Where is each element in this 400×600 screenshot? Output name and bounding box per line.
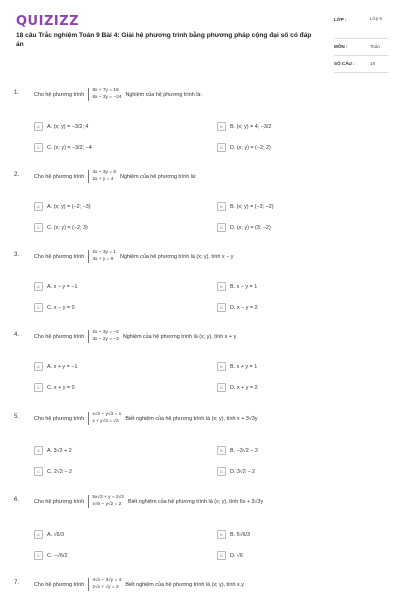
meta-row-grade <box>334 14 388 39</box>
option-text: D. x − y = 2 <box>230 304 258 311</box>
option-b[interactable] <box>217 122 271 131</box>
question-lead: Cho hệ phương trình <box>34 173 85 180</box>
equation-system <box>88 250 116 263</box>
question-stem <box>34 250 233 263</box>
question-lead: Cho hệ phương trình <box>34 91 85 98</box>
option-text: D. 3√2 − 2 <box>230 468 255 475</box>
option-b[interactable] <box>217 362 257 371</box>
option-b[interactable] <box>217 202 274 211</box>
option-text: B. x + y = 1 <box>230 363 258 370</box>
option-marker: D <box>217 303 226 312</box>
meta-row-count <box>334 56 388 73</box>
option-c[interactable] <box>34 223 88 232</box>
option-text: C. 2√2 − 2 <box>47 468 72 475</box>
option-text: A. √6/3 <box>47 531 65 538</box>
option-text: B. x − y = 1 <box>230 283 258 290</box>
option-text: D. x + y = 2 <box>230 384 258 391</box>
equation-system <box>88 578 121 591</box>
option-text: A. x + y = −1 <box>47 363 78 370</box>
equation-2: 2√x + √y = 2 <box>92 584 119 590</box>
question-number: 2. <box>14 172 20 178</box>
question-prompt: Biết nghiệm của hệ phương trình là (x; y), tính x.y <box>125 581 244 588</box>
question-prompt: Nghiệm của hệ phương trình là (x; y), tính x + y <box>122 333 237 340</box>
option-d[interactable] <box>217 143 271 152</box>
option-b[interactable] <box>217 530 250 539</box>
equation-system <box>88 330 119 343</box>
meta-row-subject <box>334 39 388 56</box>
option-a[interactable] <box>34 530 64 539</box>
option-b[interactable] <box>217 282 257 291</box>
option-marker: D <box>217 467 226 476</box>
option-text: B. (x; y) = (−3; −2) <box>230 203 274 210</box>
option-marker: B <box>217 122 226 131</box>
option-b[interactable] <box>217 446 258 455</box>
question-number: 3. <box>14 252 20 258</box>
option-marker: B <box>217 446 226 455</box>
quizizz-logo: QUIZIZZ <box>16 14 80 29</box>
option-text: C. x − y = 0 <box>47 304 75 311</box>
option-marker: D <box>217 143 226 152</box>
equation-2: 3x − 2y = −3 <box>92 336 119 342</box>
question-lead: Cho hệ phương trình <box>34 581 85 588</box>
question-number: 6. <box>14 497 20 503</box>
option-text: A. 3√2 + 2 <box>47 447 72 454</box>
question-number: 5. <box>14 414 20 420</box>
equation-1: 5x√3 + y = 2√2 <box>92 495 124 500</box>
option-text: B. (x; y) = 4; −3/2 <box>230 123 272 130</box>
option-c[interactable] <box>34 303 75 312</box>
equation-1: x√2 − y√3 = 1 <box>92 412 122 417</box>
equation-system <box>88 412 121 425</box>
option-marker: B <box>217 530 226 539</box>
question-lead: Cho hệ phương trình <box>34 333 85 340</box>
option-c[interactable] <box>34 551 68 560</box>
count-value: 18 <box>370 61 376 66</box>
question-number: 4. <box>14 332 20 338</box>
equation-1: 2x − 3y = 1 <box>92 250 117 255</box>
equation-system <box>88 495 124 508</box>
option-marker: C <box>34 551 43 560</box>
equation-2: 2x + y = 4 <box>92 176 114 182</box>
option-c[interactable] <box>34 383 75 392</box>
question-prompt: Biết nghiệm của hệ phương trình là (x; y), tính x + 3√3y <box>125 415 258 422</box>
option-d[interactable] <box>217 383 258 392</box>
equation-2: 4x + y = 9 <box>92 256 114 262</box>
equation-1: 4x + 3y = 6 <box>92 170 117 175</box>
option-text: D. √6 <box>230 552 243 559</box>
option-d[interactable] <box>217 303 258 312</box>
option-marker: C <box>34 467 43 476</box>
equation-1: 8x + 7y = 16 <box>92 88 119 93</box>
option-marker: A <box>34 282 43 291</box>
question-number: 7. <box>14 580 20 586</box>
subject-label: MÔN : <box>334 44 348 49</box>
option-text: C. (x; y) = −3/2; −4 <box>47 144 92 151</box>
option-text: C. −√6/2 <box>47 552 68 559</box>
option-marker: A <box>34 362 43 371</box>
option-text: A. (x; y) = (−2; −3) <box>47 203 91 210</box>
equation-system <box>88 170 116 183</box>
question-number: 1. <box>14 90 20 96</box>
equation-2: x√6 − y√2 = 2 <box>92 501 122 507</box>
equation-1: 4√x − 3√y = 4 <box>92 578 122 583</box>
option-text: C. (x; y) = (−2; 3) <box>47 224 88 231</box>
option-marker: C <box>34 223 43 232</box>
option-marker: D <box>217 383 226 392</box>
grade-label: LỚP : <box>334 17 347 22</box>
option-marker: C <box>34 303 43 312</box>
equation-2: x + y√3 = √2 <box>92 418 119 424</box>
question-stem <box>34 495 263 508</box>
question-stem <box>34 170 196 183</box>
equation-1: 2x + 3y = −2 <box>92 330 119 335</box>
option-marker: B <box>217 202 226 211</box>
option-a[interactable] <box>34 282 77 291</box>
option-a[interactable] <box>34 362 77 371</box>
option-marker: D <box>217 223 226 232</box>
option-marker: B <box>217 362 226 371</box>
meta-panel <box>334 14 388 73</box>
option-a[interactable] <box>34 446 72 455</box>
equation-2: 8x − 3y = −24 <box>92 94 122 100</box>
option-marker: C <box>34 383 43 392</box>
option-marker: A <box>34 530 43 539</box>
option-marker: A <box>34 202 43 211</box>
page-title: 18 câu Trắc nghiệm Toán 9 Bài 4: Giải hệ phương trình bằng phương pháp cộng đại số có đáp án <box>16 32 312 48</box>
option-marker: D <box>217 551 226 560</box>
option-marker: A <box>34 122 43 131</box>
option-a[interactable] <box>34 202 91 211</box>
option-marker: B <box>217 282 226 291</box>
question-prompt: Nghiệm của hệ phương trình là (x; y), tính x − y <box>120 253 234 260</box>
question-prompt: Nghiệm của hệ phương trình là: <box>125 91 202 98</box>
subject-value: Toán <box>370 44 380 49</box>
question-lead: Cho hệ phương trình <box>34 415 85 422</box>
question-lead: Cho hệ phương trình <box>34 253 85 260</box>
option-marker: A <box>34 446 43 455</box>
option-d[interactable] <box>217 223 271 232</box>
option-text: D. (x; y) = (3; −2) <box>230 224 271 231</box>
option-text: A. (x; y) = −3/2; 4 <box>47 123 89 130</box>
option-text: A. x − y = −1 <box>47 283 78 290</box>
question-stem <box>34 88 202 101</box>
option-a[interactable] <box>34 122 88 131</box>
question-prompt: Nghiệm của hệ phương trình là: <box>120 173 197 180</box>
question-lead: Cho hệ phương trình <box>34 498 85 505</box>
option-marker: C <box>34 143 43 152</box>
option-d[interactable] <box>217 551 243 560</box>
count-label: SỐ CÂU : <box>334 61 355 66</box>
option-d[interactable] <box>217 467 255 476</box>
option-text: D. (x; y) = (−2; 2) <box>230 144 271 151</box>
equation-system <box>88 88 121 101</box>
option-c[interactable] <box>34 143 92 152</box>
question-stem <box>34 578 244 591</box>
grade-value: Lớp 9 <box>370 16 382 21</box>
question-prompt: Biết nghiệm của hệ phương trình là (x; y), tính 6x + 3√3y <box>127 498 264 505</box>
option-c[interactable] <box>34 467 72 476</box>
option-text: B. −3√2 − 2 <box>230 447 258 454</box>
option-text: B. 5√6/3 <box>230 531 251 538</box>
option-text: C. x + y = 0 <box>47 384 75 391</box>
question-stem <box>34 330 236 343</box>
question-stem <box>34 412 258 425</box>
